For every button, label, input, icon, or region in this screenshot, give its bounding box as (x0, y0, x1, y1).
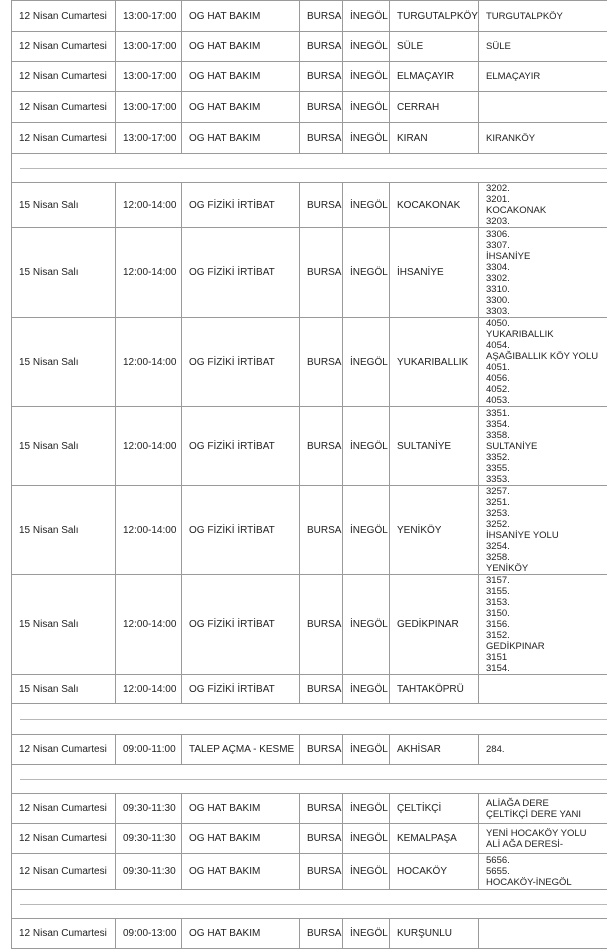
table-row (12, 824, 607, 854)
street-item: 3303. (486, 306, 607, 317)
city-cell: BURSA (300, 407, 343, 486)
district-cell: İNEGÖL (343, 794, 390, 824)
streets-cell (479, 794, 607, 824)
date-cell: 15 Nisan Salı (12, 228, 116, 318)
neighborhood-cell: YUKARIBALLIK (390, 318, 479, 407)
street-item: ALİAĞA DERE (486, 798, 607, 809)
time-cell: 13:00-17:00 (116, 123, 182, 154)
street-item: İHSANİYE (486, 251, 607, 262)
neighborhood-cell: HOCAKÖY (390, 854, 479, 890)
time-cell: 12:00-14:00 (116, 228, 182, 318)
street-item: SULTANİYE (486, 441, 607, 452)
separator-row (12, 890, 607, 919)
work-type-cell: OG FİZİKİ İRTİBAT (182, 318, 300, 407)
street-item: 3358. (486, 430, 607, 441)
street-item: 3355. (486, 463, 607, 474)
street-item: 4056. (486, 373, 607, 384)
street-item: 3156. (486, 619, 607, 630)
streets-cell (479, 675, 607, 704)
street-item: ALİ AĞA DERESİ- (486, 839, 607, 850)
street-item: 3352. (486, 452, 607, 463)
work-type-cell: OG HAT BAKIM (182, 32, 300, 62)
district-cell: İNEGÖL (343, 824, 390, 854)
street-item: TURGUTALPKÖY (486, 11, 607, 22)
street-item: 4053. (486, 395, 607, 406)
street-item: 3252. (486, 519, 607, 530)
outage-table-body (12, 1, 607, 949)
separator-row (12, 154, 607, 183)
city-cell: BURSA (300, 735, 343, 765)
work-type-cell: TALEP AÇMA - KESME (182, 735, 300, 765)
district-cell: İNEGÖL (343, 575, 390, 675)
work-type-cell: OG HAT BAKIM (182, 1, 300, 32)
street-item: AŞAĞIBALLIK KÖY YOLU (486, 351, 607, 362)
separator-row (12, 765, 607, 794)
street-item: YENİ HOCAKÖY YOLU (486, 828, 607, 839)
street-item: GEDİKPINAR (486, 641, 607, 652)
neighborhood-cell: KEMALPAŞA (390, 824, 479, 854)
street-item: 4050. (486, 318, 607, 329)
streets-cell (479, 407, 607, 486)
city-cell: BURSA (300, 919, 343, 949)
separator-cell (12, 704, 607, 735)
date-cell: 15 Nisan Salı (12, 407, 116, 486)
street-item: 3251. (486, 497, 607, 508)
street-item: YENİKÖY (486, 563, 607, 574)
table-row (12, 407, 607, 486)
table-row (12, 486, 607, 575)
time-cell: 13:00-17:00 (116, 92, 182, 123)
work-type-cell: OG HAT BAKIM (182, 824, 300, 854)
district-cell: İNEGÖL (343, 735, 390, 765)
neighborhood-cell: SULTANİYE (390, 407, 479, 486)
time-cell: 12:00-14:00 (116, 318, 182, 407)
streets-cell (479, 486, 607, 575)
street-item: 3151 (486, 652, 607, 663)
district-cell: İNEGÖL (343, 123, 390, 154)
date-cell: 12 Nisan Cumartesi (12, 919, 116, 949)
neighborhood-cell: YENİKÖY (390, 486, 479, 575)
street-item: 3310. (486, 284, 607, 295)
date-cell: 12 Nisan Cumartesi (12, 854, 116, 890)
date-cell: 15 Nisan Salı (12, 183, 116, 228)
street-item: 3150. (486, 608, 607, 619)
street-item: 5656. (486, 855, 607, 866)
district-cell: İNEGÖL (343, 228, 390, 318)
time-cell: 09:30-11:30 (116, 794, 182, 824)
street-item: YUKARIBALLIK (486, 329, 607, 340)
city-cell: BURSA (300, 854, 343, 890)
street-item: 3258. (486, 552, 607, 563)
streets-cell (479, 919, 607, 949)
table-row (12, 1, 607, 32)
streets-cell (479, 92, 607, 123)
time-cell: 09:30-11:30 (116, 854, 182, 890)
table-row (12, 794, 607, 824)
street-item: 284. (486, 744, 607, 755)
time-cell: 13:00-17:00 (116, 1, 182, 32)
city-cell: BURSA (300, 183, 343, 228)
district-cell: İNEGÖL (343, 486, 390, 575)
street-item: 3202. (486, 183, 607, 194)
neighborhood-cell: CERRAH (390, 92, 479, 123)
neighborhood-cell: İHSANİYE (390, 228, 479, 318)
table-row (12, 854, 607, 890)
time-cell: 12:00-14:00 (116, 675, 182, 704)
street-item: 3154. (486, 663, 607, 674)
date-cell: 12 Nisan Cumartesi (12, 32, 116, 62)
separator-rule (20, 779, 607, 780)
work-type-cell: OG HAT BAKIM (182, 794, 300, 824)
table-row (12, 32, 607, 62)
table-row (12, 318, 607, 407)
street-item: KIRANKÖY (486, 133, 607, 144)
street-item: 3351. (486, 408, 607, 419)
time-cell: 12:00-14:00 (116, 486, 182, 575)
streets-cell (479, 575, 607, 675)
street-item: 3254. (486, 541, 607, 552)
city-cell: BURSA (300, 794, 343, 824)
street-item: 3203. (486, 216, 607, 227)
streets-cell (479, 228, 607, 318)
neighborhood-cell: KURŞUNLU (390, 919, 479, 949)
street-item: 3300. (486, 295, 607, 306)
separator-cell (12, 765, 607, 794)
city-cell: BURSA (300, 228, 343, 318)
streets-cell (479, 183, 607, 228)
district-cell: İNEGÖL (343, 32, 390, 62)
work-type-cell: OG FİZİKİ İRTİBAT (182, 675, 300, 704)
city-cell: BURSA (300, 824, 343, 854)
city-cell: BURSA (300, 1, 343, 32)
street-item: KOCAKONAK (486, 205, 607, 216)
street-item: ÇELTİKÇİ DERE YANI (486, 809, 607, 820)
streets-cell (479, 735, 607, 765)
table-row (12, 92, 607, 123)
time-cell: 09:00-13:00 (116, 919, 182, 949)
streets-cell (479, 123, 607, 154)
city-cell: BURSA (300, 32, 343, 62)
streets-cell (479, 62, 607, 92)
streets-cell (479, 824, 607, 854)
table-row (12, 183, 607, 228)
work-type-cell: OG FİZİKİ İRTİBAT (182, 486, 300, 575)
date-cell: 12 Nisan Cumartesi (12, 1, 116, 32)
district-cell: İNEGÖL (343, 675, 390, 704)
district-cell: İNEGÖL (343, 919, 390, 949)
city-cell: BURSA (300, 318, 343, 407)
table-row (12, 675, 607, 704)
street-item: 3201. (486, 194, 607, 205)
date-cell: 12 Nisan Cumartesi (12, 794, 116, 824)
street-item: 4054. (486, 340, 607, 351)
separator-cell (12, 154, 607, 183)
neighborhood-cell: GEDİKPINAR (390, 575, 479, 675)
neighborhood-cell: KIRAN (390, 123, 479, 154)
city-cell: BURSA (300, 123, 343, 154)
neighborhood-cell: ÇELTİKÇİ (390, 794, 479, 824)
city-cell: BURSA (300, 486, 343, 575)
neighborhood-cell: KOCAKONAK (390, 183, 479, 228)
city-cell: BURSA (300, 62, 343, 92)
outage-table (11, 0, 607, 949)
table-row (12, 123, 607, 154)
separator-rule (20, 719, 607, 720)
neighborhood-cell: TAHTAKÖPRÜ (390, 675, 479, 704)
date-cell: 12 Nisan Cumartesi (12, 92, 116, 123)
street-item: HOCAKÖY-İNEGÖL (486, 877, 607, 888)
work-type-cell: OG FİZİKİ İRTİBAT (182, 183, 300, 228)
streets-cell (479, 1, 607, 32)
city-cell: BURSA (300, 575, 343, 675)
work-type-cell: OG FİZİKİ İRTİBAT (182, 407, 300, 486)
street-item: 3157. (486, 575, 607, 586)
street-item: 4052. (486, 384, 607, 395)
district-cell: İNEGÖL (343, 318, 390, 407)
neighborhood-cell: ELMAÇAYIR (390, 62, 479, 92)
street-item: 5655. (486, 866, 607, 877)
streets-cell (479, 318, 607, 407)
neighborhood-cell: SÜLE (390, 32, 479, 62)
separator-cell (12, 890, 607, 919)
street-item: 3257. (486, 486, 607, 497)
date-cell: 12 Nisan Cumartesi (12, 62, 116, 92)
date-cell: 12 Nisan Cumartesi (12, 824, 116, 854)
table-row (12, 62, 607, 92)
work-type-cell: OG FİZİKİ İRTİBAT (182, 228, 300, 318)
work-type-cell: OG HAT BAKIM (182, 123, 300, 154)
work-type-cell: OG HAT BAKIM (182, 92, 300, 123)
time-cell: 13:00-17:00 (116, 32, 182, 62)
time-cell: 13:00-17:00 (116, 62, 182, 92)
street-item: 3306. (486, 229, 607, 240)
street-item: 3307. (486, 240, 607, 251)
street-item: İHSANİYE YOLU (486, 530, 607, 541)
streets-cell (479, 32, 607, 62)
separator-rule (20, 168, 607, 169)
work-type-cell: OG HAT BAKIM (182, 62, 300, 92)
time-cell: 12:00-14:00 (116, 183, 182, 228)
table-row (12, 228, 607, 318)
work-type-cell: OG HAT BAKIM (182, 854, 300, 890)
table-row (12, 735, 607, 765)
date-cell: 15 Nisan Salı (12, 486, 116, 575)
street-item: 3152. (486, 630, 607, 641)
neighborhood-cell: TURGUTALPKÖY (390, 1, 479, 32)
separator-rule (20, 904, 607, 905)
neighborhood-cell: AKHİSAR (390, 735, 479, 765)
date-cell: 15 Nisan Salı (12, 675, 116, 704)
street-item: 3354. (486, 419, 607, 430)
time-cell: 12:00-14:00 (116, 407, 182, 486)
date-cell: 12 Nisan Cumartesi (12, 123, 116, 154)
work-type-cell: OG FİZİKİ İRTİBAT (182, 575, 300, 675)
street-item: 3253. (486, 508, 607, 519)
date-cell: 15 Nisan Salı (12, 318, 116, 407)
street-item: 3302. (486, 273, 607, 284)
street-item: 3304. (486, 262, 607, 273)
time-cell: 09:30-11:30 (116, 824, 182, 854)
table-row (12, 919, 607, 949)
work-type-cell: OG HAT BAKIM (182, 919, 300, 949)
street-item: 3155. (486, 586, 607, 597)
separator-row (12, 704, 607, 735)
time-cell: 12:00-14:00 (116, 575, 182, 675)
street-item: 3153. (486, 597, 607, 608)
streets-cell (479, 854, 607, 890)
city-cell: BURSA (300, 675, 343, 704)
district-cell: İNEGÖL (343, 62, 390, 92)
city-cell: BURSA (300, 92, 343, 123)
street-item: ELMAÇAYIR (486, 71, 607, 82)
district-cell: İNEGÖL (343, 854, 390, 890)
time-cell: 09:00-11:00 (116, 735, 182, 765)
district-cell: İNEGÖL (343, 183, 390, 228)
district-cell: İNEGÖL (343, 407, 390, 486)
street-item: SÜLE (486, 41, 607, 52)
district-cell: İNEGÖL (343, 92, 390, 123)
date-cell: 15 Nisan Salı (12, 575, 116, 675)
table-row (12, 575, 607, 675)
district-cell: İNEGÖL (343, 1, 390, 32)
street-item: 4051. (486, 362, 607, 373)
street-item: 3353. (486, 474, 607, 485)
date-cell: 12 Nisan Cumartesi (12, 735, 116, 765)
